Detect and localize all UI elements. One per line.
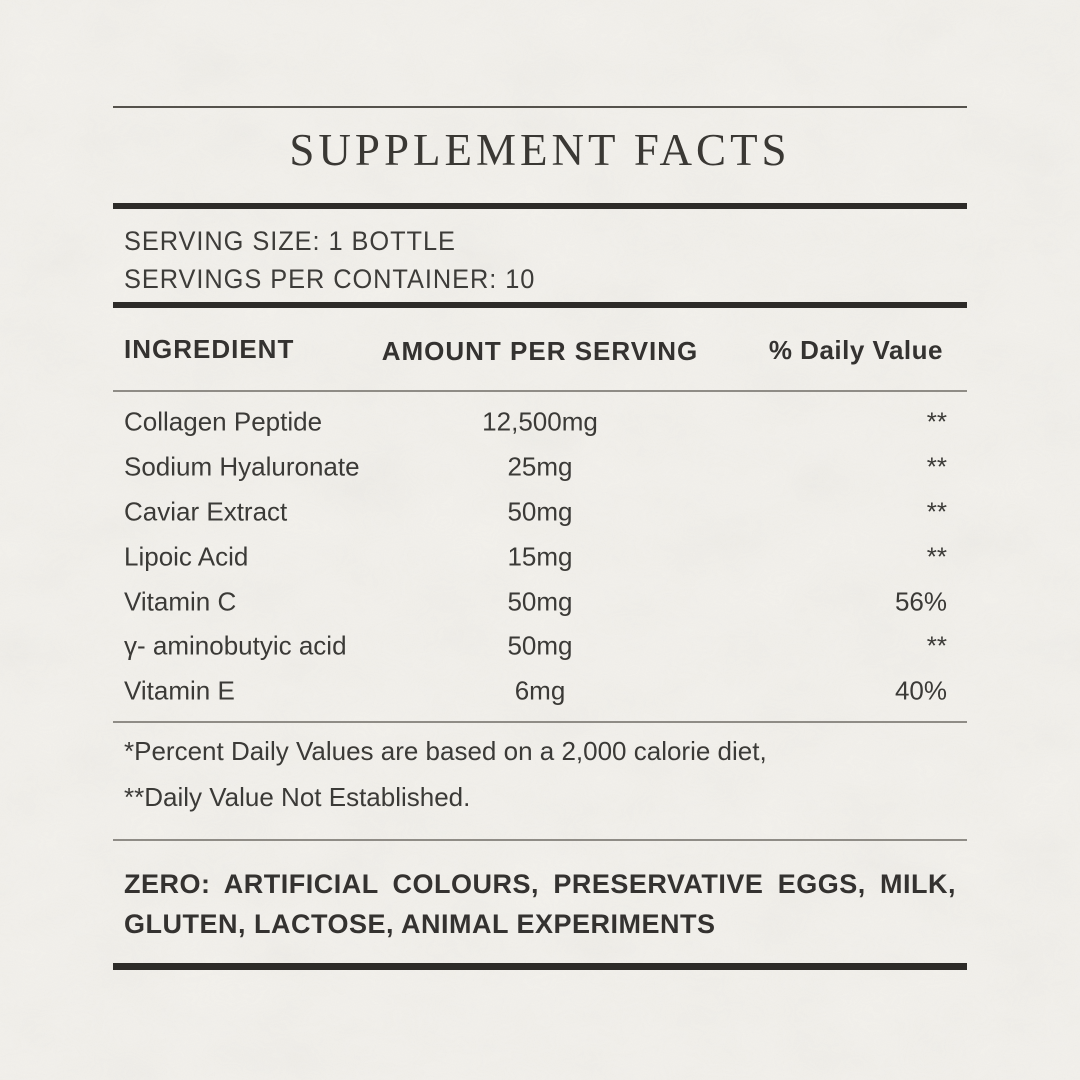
table-row [113, 624, 967, 669]
table-row [113, 534, 967, 579]
ingredient-daily-value: ** [926, 630, 947, 661]
ingredient-name: Lipoic Acid [124, 541, 249, 572]
ingredient-daily-value: ** [926, 541, 947, 572]
serving-info [124, 222, 535, 298]
ingredient-amount: 6mg [514, 675, 566, 706]
heavy-rule-1 [113, 203, 967, 209]
table-row [113, 400, 967, 445]
header-amount-per-serving: AMOUNT PER SERVING [381, 336, 699, 366]
ingredient-name: Vitamin C [124, 586, 237, 617]
ingredient-daily-value: ** [926, 496, 947, 527]
table-row [113, 579, 967, 624]
ingredient-name: Caviar Extract [124, 496, 288, 527]
ingredient-amount: 50mg [507, 630, 573, 661]
table-row [113, 490, 967, 535]
table-row [113, 669, 967, 714]
footnote-not-established: **Daily Value Not Established. [124, 782, 471, 812]
ingredient-name: Sodium Hyaluronate [124, 451, 360, 482]
ingredient-daily-value: ** [926, 451, 947, 482]
top-divider [113, 106, 967, 108]
ingredient-daily-value: ** [926, 406, 947, 437]
ingredient-amount: 12,500mg [482, 406, 598, 437]
table-header-row [113, 334, 967, 366]
ingredient-amount: 15mg [507, 541, 573, 572]
ingredient-amount: 25mg [507, 451, 573, 482]
footnote-daily-values: *Percent Daily Values are based on a 2,000 calorie diet, [124, 736, 767, 766]
footnote-bottom-divider [113, 839, 967, 841]
ingredient-name: Vitamin E [124, 675, 235, 706]
ingredient-daily-value: 56% [894, 586, 947, 617]
header-daily-value: % Daily Value [768, 335, 943, 365]
zero-statement-line2: GLUTEN, LACTOSE, ANIMAL EXPERIMENTS [124, 909, 716, 939]
ingredient-amount: 50mg [507, 586, 573, 617]
ingredient-name: γ- aminobutyic acid [124, 630, 347, 661]
serving-size-line: SERVING SIZE: 1 BOTTLE [124, 226, 456, 256]
heavy-rule-2 [113, 302, 967, 308]
page-title: SUPPLEMENT FACTS [289, 125, 791, 175]
ingredient-table [113, 400, 967, 714]
table-bottom-divider [113, 721, 967, 723]
zero-statement-line1: ZERO: ARTIFICIAL COLOURS, PRESERVATIVE EGGS, MILK, [124, 869, 956, 899]
zero-statement [124, 864, 956, 944]
table-row [113, 445, 967, 490]
header-ingredient: INGREDIENT [124, 334, 295, 364]
ingredient-amount: 50mg [507, 496, 573, 527]
servings-per-container-line: SERVINGS PER CONTAINER: 10 [124, 264, 536, 294]
ingredient-name: Collagen Peptide [124, 406, 323, 437]
header-underline [113, 390, 967, 392]
bottom-heavy-rule [113, 963, 967, 970]
ingredient-daily-value: 40% [894, 675, 947, 706]
